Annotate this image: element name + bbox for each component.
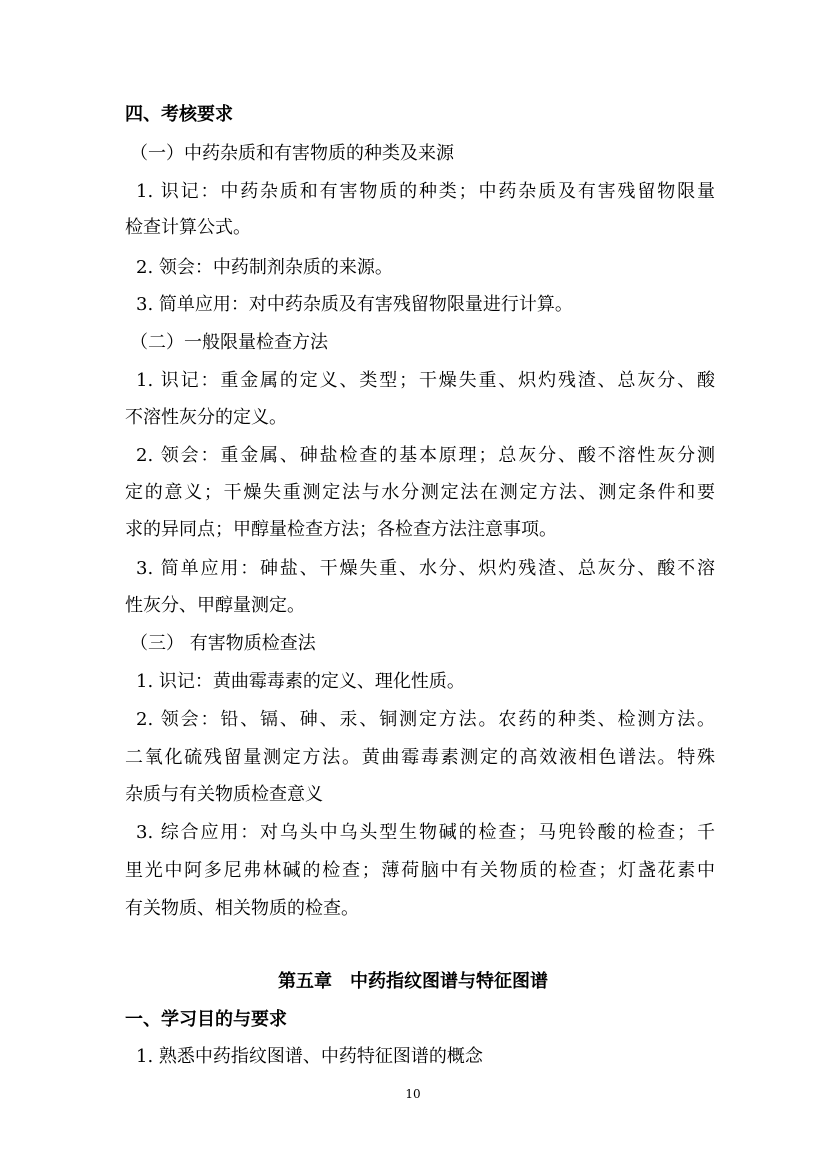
paragraph-line: 3. 简单应用：对中药杂质及有害残留物限量进行计算。 — [136, 294, 573, 315]
paragraph-line: 3. 简单应用：砷盐、干燥失重、水分、炽灼残渣、总灰分、酸不溶 — [136, 558, 715, 579]
paragraph-line: 3. 综合应用：对乌头中乌头型生物碱的检查；马兜铃酸的检查；千 — [136, 822, 715, 843]
paragraph-line: 不溶性灰分的定义。 — [125, 407, 287, 428]
paragraph-line: 1. 熟悉中药指纹图谱、中药特征图谱的概念 — [136, 1046, 483, 1067]
paragraph-line: 里光中阿多尼弗林碱的检查；薄荷脑中有关物质的检查；灯盏花素中 — [125, 860, 715, 881]
paragraph-line: 2. 领会：铅、镉、砷、汞、铜测定方法。农药的种类、检测方法。 — [136, 709, 715, 730]
paragraph-line: 性灰分、甲醇量测定。 — [125, 595, 305, 616]
paragraph-line: 2. 领会：重金属、砷盐检查的基本原理；总灰分、酸不溶性灰分测 — [136, 445, 715, 466]
subsection-title-2: （二）一般限量检查方法 — [130, 332, 328, 353]
paragraph-line: 二氧化硫残留量测定方法。黄曲霉毒素测定的高效液相色谱法。特殊 — [125, 747, 715, 768]
paragraph-line: 检查计算公式。 — [125, 217, 251, 238]
subsection-title-3: （三） 有害物质检查法 — [130, 633, 316, 654]
paragraph-line: 杂质与有关物质检查意义 — [125, 784, 323, 805]
page-number: 10 — [405, 1087, 421, 1101]
subsection-title-1: （一）中药杂质和有害物质的种类及来源 — [130, 143, 454, 164]
chapter-title: 第五章 中药指纹图谱与特征图谱 — [278, 971, 548, 992]
paragraph-line: 求的异同点；甲醇量检查方法；各检查方法注意事项。 — [125, 519, 557, 540]
section-heading-assessment: 四、考核要求 — [125, 104, 233, 125]
paragraph-line: 有关物质、相关物质的检查。 — [125, 898, 359, 919]
paragraph-line: 定的意义；干燥失重测定法与水分测定法在测定方法、测定条件和要 — [125, 482, 715, 503]
paragraph-line: 2. 领会：中药制剂杂质的来源。 — [136, 257, 393, 278]
section-heading-objectives: 一、学习目的与要求 — [125, 1009, 287, 1030]
paragraph-line: 1. 识记：黄曲霉毒素的定义、理化性质。 — [136, 671, 465, 692]
paragraph-line: 1. 识记：中药杂质和有害物质的种类；中药杂质及有害残留物限量 — [136, 181, 715, 202]
paragraph-line: 1. 识记：重金属的定义、类型；干燥失重、炽灼残渣、总灰分、酸 — [136, 370, 715, 391]
